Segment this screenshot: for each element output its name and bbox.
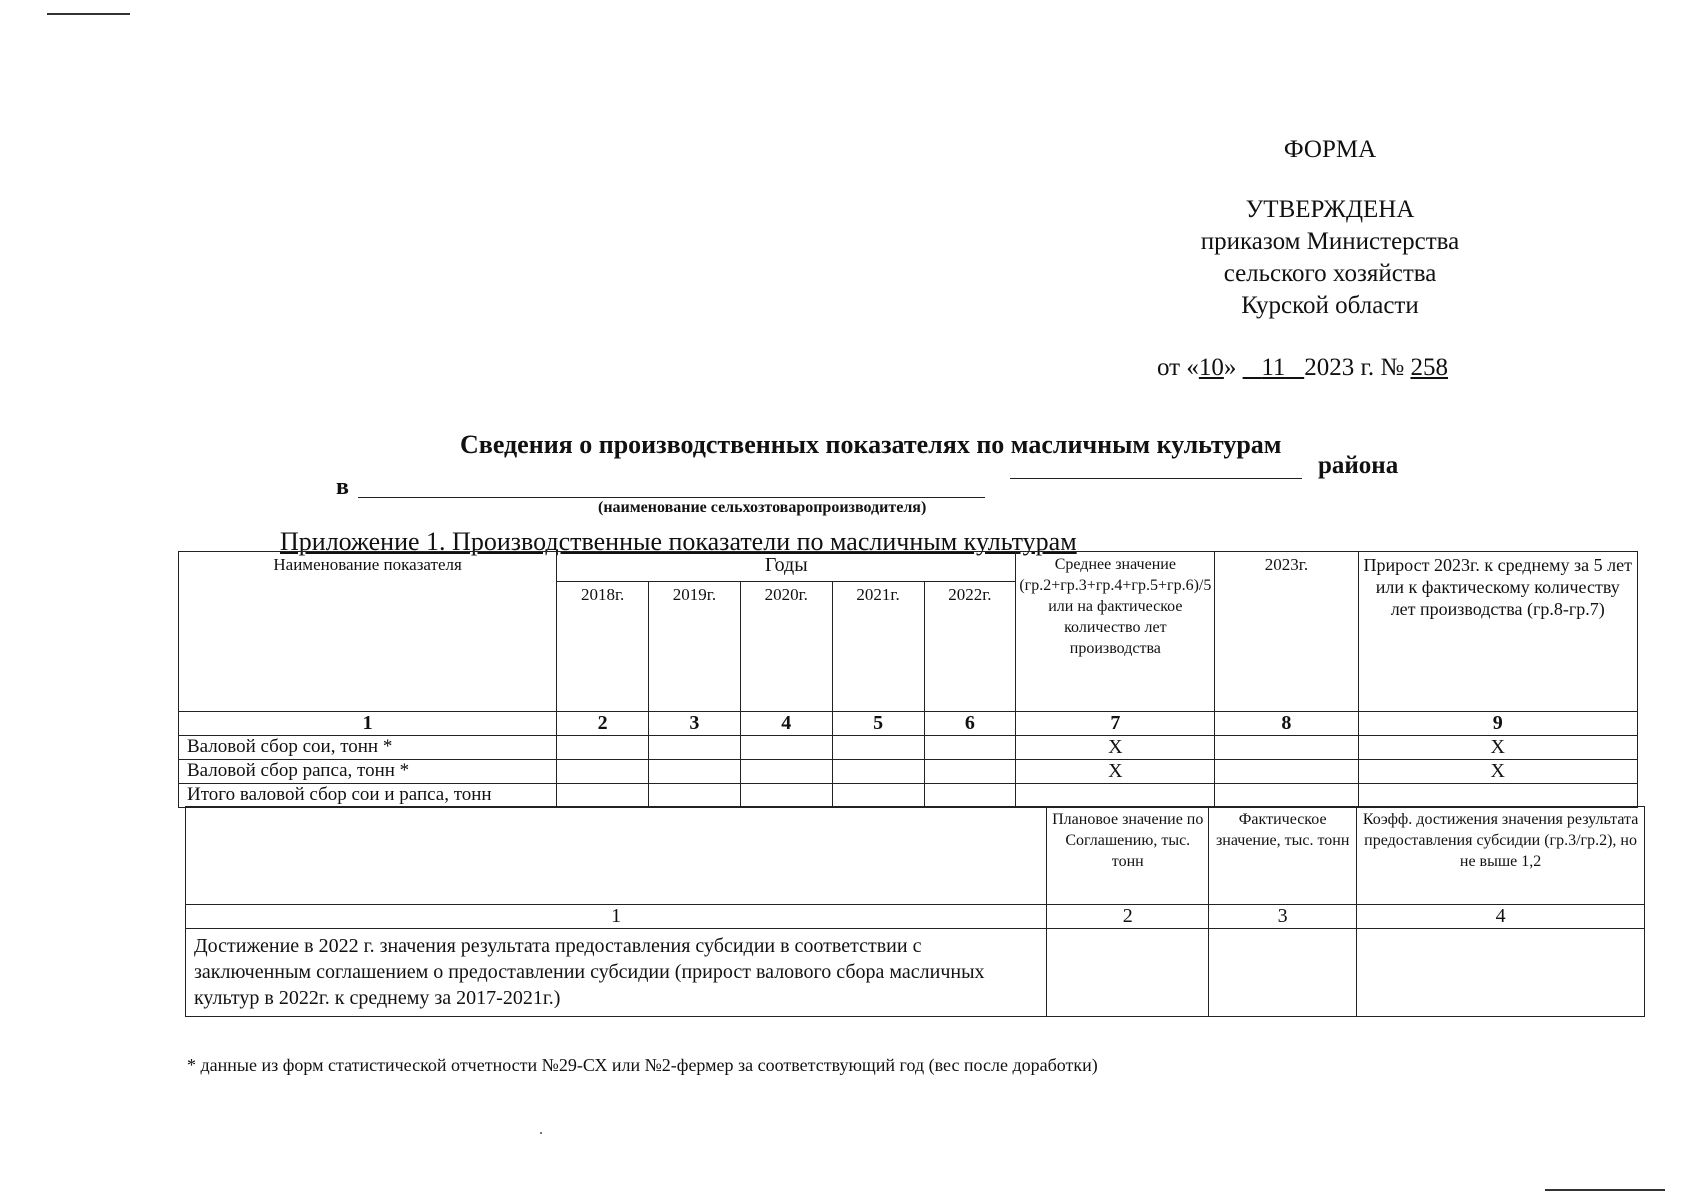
col-number: 9 [1358,712,1638,736]
table-row [179,736,1638,760]
input-cell[interactable] [1209,929,1357,1017]
x-mark: Х [1358,736,1638,760]
header-plan-value: Плановое значение по Соглашению, тыс. тонн [1047,807,1209,905]
input-cell[interactable] [832,760,924,784]
row-label-total: Итого валовой сбор сои и рапса, тонн [179,784,557,808]
col-number: 8 [1215,712,1358,736]
input-cell[interactable] [1357,929,1645,1017]
header-year-2018: 2018г. [557,582,649,712]
header-fact-value: Фактическое значение, тыс. тонн [1209,807,1357,905]
approval-line-3: сельского хозяйства [1223,260,1437,287]
input-cell[interactable] [1016,784,1215,808]
appendix-title: Приложение 1. Производственные показатели по масличным культурам [280,527,1077,556]
header-coefficient: Коэфф. достижения значения результата предоставления субсидии (гр.3/гр.2), но не выше 1,2 [1357,807,1645,905]
header-year-2020: 2020г. [740,582,832,712]
row-label-soy: Валовой сбор сои, тонн * [179,736,557,760]
x-mark: Х [1016,760,1215,784]
col-number: 3 [649,712,741,736]
col-number: 5 [832,712,924,736]
col-number: 2 [557,712,649,736]
col-number: 4 [740,712,832,736]
district-name-blank[interactable] [1010,478,1302,479]
date-sep: » [1223,354,1243,381]
document-title: Сведения о производственных показателях по масличным культурам [460,430,1282,459]
order-month: 11 [1261,354,1286,381]
header-year-2021: 2021г. [832,582,924,712]
header-2023: 2023г. [1215,552,1358,712]
district-suffix: района [1318,452,1399,479]
x-mark: Х [1358,760,1638,784]
production-indicators-table [178,551,1638,808]
col-number: 1 [179,712,557,736]
col-number: 1 [186,905,1047,929]
col-number: 3 [1209,905,1357,929]
empty-header-cell [186,807,1047,905]
approval-line-1: УТВЕРЖДЕНА [1245,196,1415,223]
input-cell[interactable] [740,760,832,784]
row-label-achievement: Достижение в 2022 г. значения результата предоставления субсидии в соответствии с заключенным соглашением о предоставлении субсидии (прирост валового сбора масличных культур в 2022г. к среднему за 2017-2021г.) [186,929,1047,1017]
input-cell[interactable] [832,736,924,760]
scan-dot [540,1132,542,1134]
table-row [186,929,1645,1017]
top-left-line [47,13,130,15]
producer-prefix: в [336,474,349,500]
approval-line-2: приказом Министерства [1200,228,1460,255]
header-average: Среднее значение (гр.2+гр.3+гр.4+гр.5+гр.6)/5 или на фактическое количество лет производства [1016,552,1215,712]
table-row [179,760,1638,784]
input-cell[interactable] [924,784,1016,808]
col-number: 4 [1357,905,1645,929]
subsidy-result-table [185,806,1645,1017]
input-cell[interactable] [557,760,649,784]
header-years: Годы [557,552,1016,582]
input-cell[interactable] [649,760,741,784]
order-year: 2023 г. № [1304,354,1411,381]
col-number: 2 [1047,905,1209,929]
form-label: ФОРМА [1283,136,1377,163]
input-cell[interactable] [740,784,832,808]
approval-line-4: Курской области [1241,292,1419,319]
x-mark: Х [1016,736,1215,760]
input-cell[interactable] [924,736,1016,760]
header-year-2019: 2019г. [649,582,741,712]
input-cell[interactable] [649,784,741,808]
order-day: 10 [1198,354,1224,381]
header-growth: Прирост 2023г. к среднему за 5 лет или к фактическому количеству лет производства (гр.8-гр.7) [1358,552,1638,712]
producer-caption: (наименование сельхозтоваропроизводителя) [598,499,927,516]
input-cell[interactable] [1215,736,1358,760]
footnote: * данные из форм статистической отчетности №29-СХ или №2-фермер за соответствующий год (вес после доработки) [187,1055,1098,1075]
producer-name-blank[interactable] [358,497,985,498]
bottom-right-line [1545,1189,1665,1191]
input-cell[interactable] [557,784,649,808]
col-number: 6 [924,712,1016,736]
order-date-line [1157,354,1448,382]
input-cell[interactable] [557,736,649,760]
order-number: 258 [1410,354,1448,381]
date-prefix: от « [1157,354,1199,381]
input-cell[interactable] [832,784,924,808]
col-number: 7 [1016,712,1215,736]
input-cell[interactable] [649,736,741,760]
header-year-2022: 2022г. [924,582,1016,712]
input-cell[interactable] [740,736,832,760]
input-cell[interactable] [924,760,1016,784]
input-cell[interactable] [1215,760,1358,784]
table-row [179,784,1638,808]
input-cell[interactable] [1215,784,1358,808]
input-cell[interactable] [1358,784,1638,808]
approval-block [1160,194,1500,322]
header-indicator-name: Наименование показателя [179,552,557,712]
row-label-rapeseed: Валовой сбор рапса, тонн * [179,760,557,784]
input-cell[interactable] [1047,929,1209,1017]
